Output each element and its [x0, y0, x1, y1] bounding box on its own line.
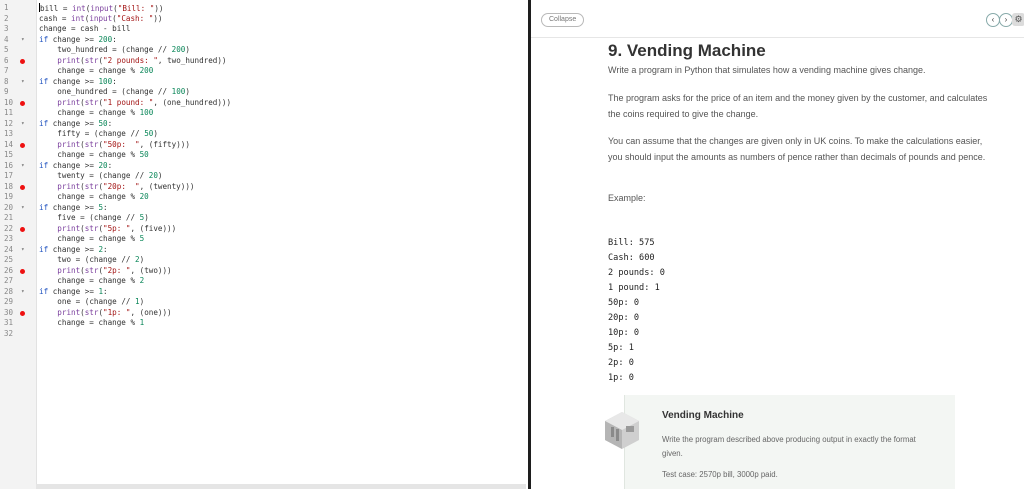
line-number-row[interactable]	[0, 245, 36, 256]
line-number: 3	[4, 24, 9, 33]
line-number-row[interactable]	[0, 87, 36, 98]
code-line[interactable]: change = change % 5	[57, 234, 145, 243]
output-line: 1p: 0	[608, 373, 634, 383]
description-paragraph: The program asks for the price of an item and the money given by the customer, and calculates the coins required to give the change.	[608, 93, 988, 119]
line-number: 31	[4, 318, 14, 327]
code-line[interactable]: one_hundred = (change // 100)	[57, 87, 190, 96]
code-line[interactable]: print(str("2p: ", (two)))	[57, 265, 172, 275]
horizontal-scrollbar[interactable]	[36, 484, 526, 489]
output-line: Cash: 600	[608, 253, 655, 263]
output-line: 2p: 0	[608, 358, 634, 368]
line-number-row[interactable]	[0, 108, 36, 119]
code-line[interactable]: if change >= 20:	[39, 160, 113, 170]
line-number: 6	[4, 55, 9, 65]
code-line[interactable]: print(str("1 pound: ", (one_hundred)))	[57, 97, 232, 107]
line-number: 19	[4, 192, 14, 201]
line-number: 1	[4, 3, 9, 12]
breakpoint-icon[interactable]	[20, 269, 25, 274]
line-number-row[interactable]	[0, 297, 36, 308]
line-number: 28	[4, 286, 14, 296]
line-number-row[interactable]	[0, 171, 36, 182]
fold-arrow-icon[interactable]: ▾	[21, 119, 25, 127]
code-line[interactable]: if change >= 5:	[39, 202, 108, 212]
code-line[interactable]: if change >= 100:	[39, 76, 117, 86]
code-line[interactable]: change = change % 2	[57, 276, 145, 285]
fold-arrow-icon[interactable]: ▾	[21, 77, 25, 85]
line-number: 8	[4, 76, 9, 86]
line-number-row[interactable]	[0, 77, 36, 88]
output-line: 2 pounds: 0	[608, 268, 665, 278]
code-line[interactable]: change = change % 100	[57, 108, 154, 117]
code-line[interactable]: if change >= 2:	[39, 244, 108, 254]
fold-arrow-icon[interactable]: ▾	[21, 287, 25, 295]
line-number: 4	[4, 34, 9, 44]
line-number-row[interactable]	[0, 150, 36, 161]
line-number-row[interactable]	[0, 161, 36, 172]
vending-machine-icon	[603, 410, 641, 450]
line-number-row[interactable]	[0, 329, 36, 340]
line-number: 16	[4, 160, 14, 170]
collapse-button[interactable]: Collapse	[541, 13, 584, 27]
line-number-row[interactable]	[0, 3, 36, 14]
output-line: Bill: 575	[608, 238, 655, 248]
code-line[interactable]: fifty = (change // 50)	[57, 129, 158, 138]
line-number-row[interactable]	[0, 35, 36, 46]
code-line[interactable]: change = change % 20	[57, 192, 149, 201]
line-number: 27	[4, 276, 14, 285]
line-number: 22	[4, 223, 14, 233]
code-line[interactable]: cash = int(input("Cash: "))	[39, 13, 163, 23]
line-number-row[interactable]	[0, 192, 36, 203]
code-line[interactable]: one = (change // 1)	[57, 297, 145, 306]
line-number-row[interactable]	[0, 66, 36, 77]
line-number: 5	[4, 45, 9, 54]
description-paragraph: You can assume that the changes are given only in UK coins. To make the calculations easier, you should input the amounts as numbers of pence rather than decimals of pounds and pence.	[608, 136, 986, 162]
line-number-row[interactable]	[0, 45, 36, 56]
code-line[interactable]: print(str("20p: ", (twenty)))	[57, 181, 195, 191]
test-case-text: Test case: 2570p bill, 3000p paid.	[662, 470, 778, 479]
output-line: 20p: 0	[608, 313, 640, 323]
breakpoint-icon[interactable]	[20, 101, 25, 106]
line-number: 15	[4, 150, 14, 159]
breakpoint-icon[interactable]	[20, 185, 25, 190]
line-number: 13	[4, 129, 14, 138]
example-output	[608, 236, 665, 386]
line-number: 17	[4, 171, 14, 180]
line-number: 20	[4, 202, 14, 212]
line-number-row[interactable]	[0, 287, 36, 298]
line-number: 2	[4, 13, 9, 23]
line-number: 9	[4, 87, 9, 96]
line-number: 30	[4, 307, 14, 317]
output-line: 1 pound: 1	[608, 283, 660, 293]
line-number: 14	[4, 139, 14, 149]
fold-arrow-icon[interactable]: ▾	[21, 161, 25, 169]
line-number: 32	[4, 328, 14, 338]
line-number-row[interactable]	[0, 119, 36, 130]
card-title: Vending Machine	[662, 410, 744, 421]
line-number-row[interactable]	[0, 182, 36, 193]
editor-gutter[interactable]	[0, 0, 37, 489]
line-number: 12	[4, 118, 14, 128]
gear-icon[interactable]: ⚙	[1012, 13, 1024, 26]
output-line: 10p: 0	[608, 328, 640, 338]
breakpoint-icon[interactable]	[20, 227, 25, 232]
chevron-right-icon[interactable]: ›	[999, 13, 1013, 27]
line-number-row[interactable]	[0, 14, 36, 25]
code-line[interactable]: if change >= 1:	[39, 286, 108, 296]
line-number-row[interactable]	[0, 203, 36, 214]
line-number: 24	[4, 244, 14, 254]
code-line[interactable]: print(str("50p: ", (fifty)))	[57, 139, 190, 149]
line-number-row[interactable]	[0, 234, 36, 245]
breakpoint-icon[interactable]	[20, 143, 25, 148]
code-line[interactable]: change = change % 50	[57, 150, 149, 159]
line-number-row[interactable]	[0, 129, 36, 140]
line-number-row[interactable]	[0, 224, 36, 235]
breakpoint-icon[interactable]	[20, 311, 25, 316]
chevron-left-icon[interactable]: ‹	[986, 13, 1000, 27]
code-line[interactable]: change = change % 1	[57, 318, 145, 327]
fold-arrow-icon[interactable]: ▾	[21, 245, 25, 253]
code-line[interactable]: two = (change // 2)	[57, 255, 145, 264]
card-description: Write the program described above producing output in exactly the format given.	[662, 435, 916, 458]
code-line[interactable]	[39, 329, 528, 340]
code-line[interactable]: change = change % 200	[57, 66, 154, 75]
code-line[interactable]: bill = int(input("Bill: "))	[40, 4, 164, 13]
description-paragraph: Write a program in Python that simulates how a vending machine gives change.	[608, 65, 926, 75]
line-number: 25	[4, 255, 14, 264]
line-number-row[interactable]	[0, 276, 36, 287]
code-line[interactable]: print(str("1p: ", (one)))	[57, 307, 172, 317]
line-number-row[interactable]	[0, 266, 36, 277]
line-number-row[interactable]	[0, 140, 36, 151]
line-number: 11	[4, 108, 14, 117]
line-number: 21	[4, 213, 14, 222]
code-line[interactable]: two_hundred = (change // 200)	[57, 45, 190, 54]
line-number-row[interactable]	[0, 24, 36, 35]
line-number-row[interactable]	[0, 318, 36, 329]
line-number-row[interactable]	[0, 98, 36, 109]
code-line[interactable]: if change >= 50:	[39, 118, 113, 128]
line-number: 29	[4, 297, 14, 306]
output-line: 5p: 1	[608, 343, 634, 353]
code-area[interactable]	[39, 3, 528, 339]
code-line[interactable]: twenty = (change // 20)	[57, 171, 163, 180]
line-number-row[interactable]	[0, 56, 36, 67]
line-number: 18	[4, 181, 14, 191]
code-line[interactable]: change = cash - bill	[39, 24, 131, 33]
line-number-row[interactable]	[0, 308, 36, 319]
code-line[interactable]: if change >= 200:	[39, 34, 117, 44]
output-line: 50p: 0	[608, 298, 640, 308]
line-number: 26	[4, 265, 14, 275]
exercise-title: 9. Vending Machine	[608, 41, 766, 60]
line-number: 7	[4, 66, 9, 75]
fold-arrow-icon[interactable]: ▾	[21, 35, 25, 43]
instructions-panel	[531, 0, 1024, 489]
panel-toolbar	[531, 0, 1024, 38]
code-line[interactable]: print(str("5p: ", (five)))	[57, 223, 177, 233]
code-line[interactable]: five = (change // 5)	[57, 213, 149, 222]
line-number: 23	[4, 234, 14, 243]
fold-arrow-icon[interactable]: ▾	[21, 203, 25, 211]
example-label: Example:	[608, 193, 646, 203]
line-number-row[interactable]	[0, 255, 36, 266]
line-number: 10	[4, 97, 14, 107]
line-number-row[interactable]	[0, 213, 36, 224]
code-line[interactable]: print(str("2 pounds: ", two_hundred))	[57, 55, 227, 65]
test-card	[624, 395, 955, 489]
breakpoint-icon[interactable]	[20, 59, 25, 64]
